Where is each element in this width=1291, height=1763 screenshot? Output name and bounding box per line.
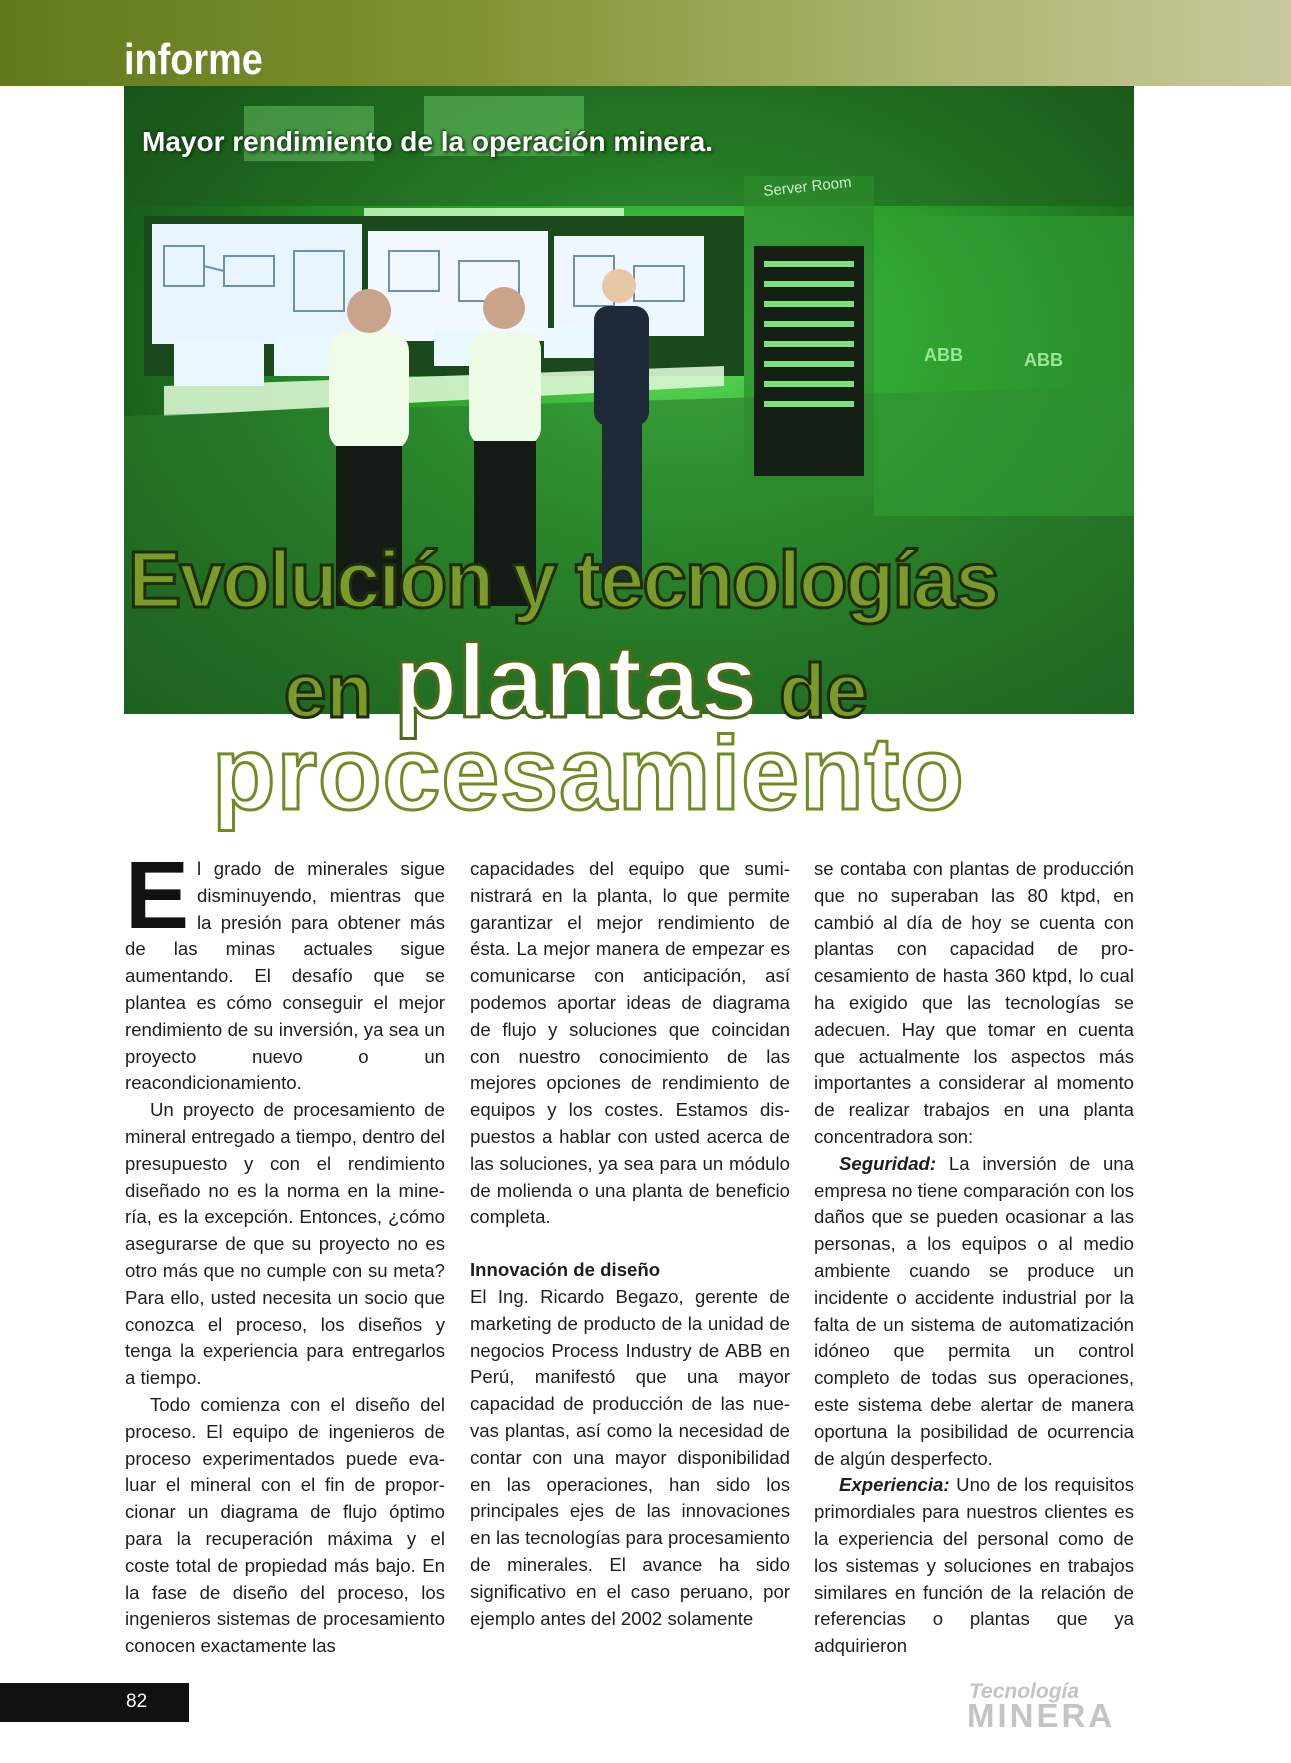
paragraph xyxy=(125,842,445,1097)
lead-in: Experiencia: xyxy=(839,1474,950,1496)
magazine-logo-top: Tecnología xyxy=(969,1680,1080,1703)
paragraph: se contaba con plantas de producción que no superaban las 80 ktpd, en cambió al día de hoy se cuenta con plantas con capacidad de procesamiento de hasta 360 ktpd, lo cual ha exigido que las tecnologías se adecuen. Hay que tomar en cuenta que actualmente los aspectos más importantes a considerar al momento de realizar trabajos en una planta concentradora son: xyxy=(814,858,1134,1147)
paragraph: Todo comienza con el diseño del proceso. El equipo de ingenieros de proceso experimentados puede evaluar el mineral con el fin de proporcionar un diagrama de flujo óptimo para la recuperación máxima y el coste total de propiedad más bajo. En la fase de diseño del proceso, los ingenieros sistemas de procesamiento conocen exactamente las xyxy=(125,1393,445,1657)
page-number: 82 xyxy=(126,1691,148,1712)
headline-word-plantas: plantas xyxy=(393,624,758,740)
server-room-sign: Server Room xyxy=(762,173,853,200)
headline-word-de: de xyxy=(779,649,868,734)
headline-line-3: procesamiento xyxy=(212,716,965,832)
brand-sign: ABB xyxy=(1024,350,1063,370)
brand-sign: ABB xyxy=(924,345,963,365)
paragraph-text: La inversión de una empresa no tiene comparación con los daños que se pueden ocasionar a las personas, a los equipos o al medio ambiente cuando se produce un incidente o accidente industrial por la falta de un sistema de automatización idóneo que permita un control completo de todas sus operaciones, este sistema debe alertar de manera oportuna la posibilidad de ocurrencia de algún desperfecto. xyxy=(814,1152,1134,1469)
article-column-1 xyxy=(125,842,445,1660)
paragraph xyxy=(814,1151,1134,1473)
paragraph-text: l grado de minerales sigue disminuyendo, mientras que la presión para obtener más de las minas actuales sigue aumentando. El desafío que se plantea es cómo conseguir el mejor rendimiento de su inversión, ya sea un proyecto nuevo o un reacondicionamiento. xyxy=(125,858,445,1094)
article-column-3 xyxy=(814,856,1134,1660)
headline-line-1: Evolución y tecnologías xyxy=(128,535,998,624)
subheading: Innovación de diseño xyxy=(470,1259,661,1281)
lead-in: Seguridad: xyxy=(839,1152,937,1174)
section-label: informe xyxy=(124,35,263,84)
paragraph: capacidades del equipo que suministrará en la planta, lo que permite garantizar el mejor rendimiento de ésta. La mejor manera de empezar es comunicarse con anticipación, así podemos aportar ideas de diagrama de flujo y soluciones que coincidan con nuestro conocimiento de las mejores opciones de rendimiento de equipos y los costes. Estamos dispuestos a hablar con usted acerca de las soluciones, ya sea para un módulo de molienda o una planta de beneficio completa. xyxy=(470,858,790,1228)
article-column-2 xyxy=(470,856,790,1632)
paragraph: El Ing. Ricardo Begazo, gerente de marketing de producto de la unidad de negocios Process Industry de ABB en Perú, manifestó que una mayor capacidad de producción de las nuevas plantas, así como la necesidad de contar con una mayor disponibilidad en las operaciones, han sido los principales ejes de las innovaciones en las tecnologías para procesamiento de minerales. El avance ha sido significativo en el caso peruano, por ejemplo antes del 2002 solamente xyxy=(470,1285,790,1629)
paragraph-text: Uno de los requisitos primordiales para nuestros clientes es la experiencia del personal como de los sistemas y soluciones en trabajos similares en función de la relación de referencias o plantas que ya adquirieron xyxy=(814,1474,1134,1657)
desk-monitor xyxy=(174,341,264,386)
paragraph: Un proyecto de procesamiento de mineral entregado a tiempo, dentro del presupuesto y con el rendimiento diseñado no es la norma en la minería, es la excepción. Entonces, ¿cómo asegurarse de que su proyecto no es otro más que no cumple con su meta? Para ello, usted necesita un socio que conozca el proceso, los diseños y tenga la experiencia para entregarlos a tiempo. xyxy=(125,1099,445,1389)
drop-cap: E xyxy=(125,842,190,949)
hero-kicker: Mayor rendimiento de la operación minera. xyxy=(142,126,714,157)
display-screen-1 xyxy=(152,224,362,344)
page-number-box xyxy=(0,1683,189,1722)
paragraph xyxy=(814,1472,1134,1660)
headline-word-en: en xyxy=(284,649,373,734)
glass-partition xyxy=(874,216,1134,516)
magazine-logo-bottom: MINERA xyxy=(967,1697,1116,1734)
